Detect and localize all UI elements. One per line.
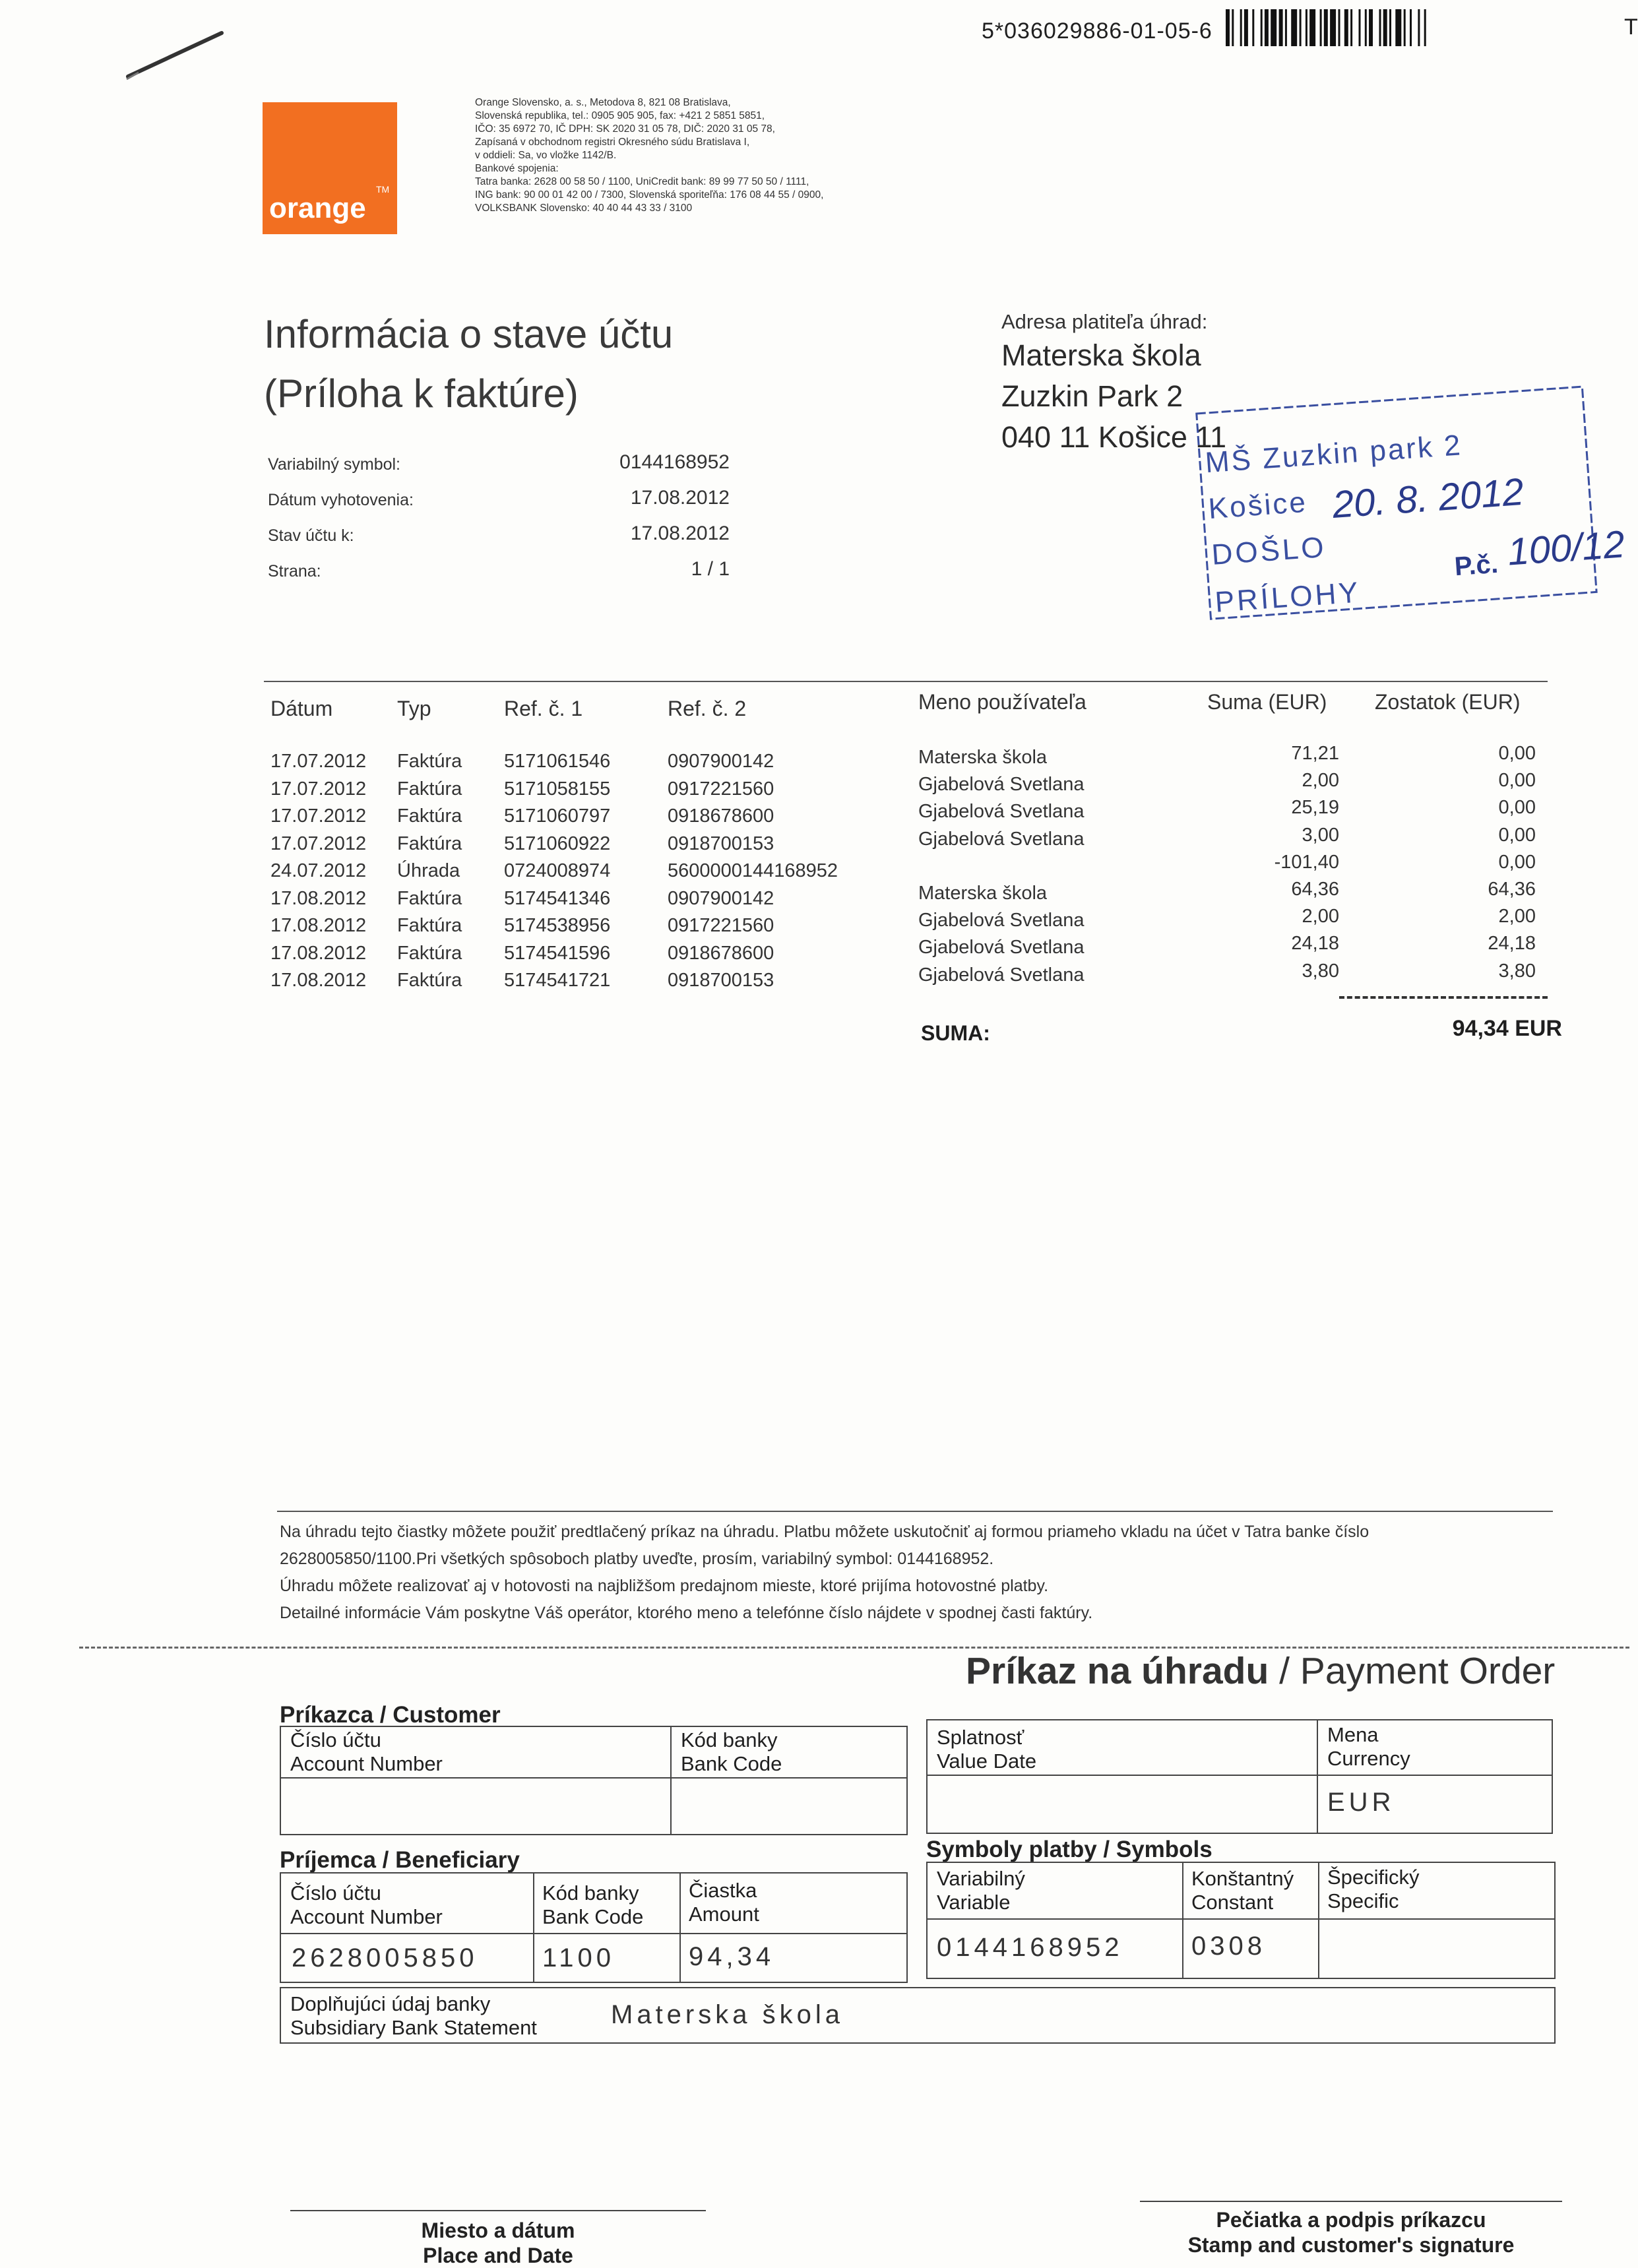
meta-value: 1 / 1 (691, 558, 730, 580)
table-cell: Materska škola (918, 747, 1048, 768)
title-line-1: Informácia o stave účtu (264, 312, 674, 356)
meta-label: Strana: (268, 562, 321, 581)
column-header: Dátum (270, 697, 333, 720)
barcode-bar (1320, 9, 1322, 46)
barcode-bar (1339, 9, 1340, 46)
column-header: Meno používateľa (918, 690, 1087, 714)
beneficiary-section-title: Príjemca / Beneficiary (280, 1847, 520, 1873)
table-cell: Faktúra (397, 942, 462, 964)
beneficiary-amount-label (689, 1879, 759, 1926)
note-line: Na úhradu tejto čiastky môžete použiť predtlačený príkaz na úhradu. Platbu môžete uskutočniť aj formou priameho vkladu na účet v Tatra banke číslo (280, 1523, 1370, 1541)
subsidiary-box (280, 1987, 1556, 2044)
beneficiary-account-label-en: Account Number (290, 1905, 443, 1928)
meta-row (268, 558, 730, 598)
table-cell: Úhrada (397, 860, 460, 881)
stamp-pc-label: P.č. (1453, 549, 1499, 582)
table-cell: 71,21 (1291, 743, 1339, 764)
symbols-box (926, 1862, 1556, 1979)
specific-symbol-label-sk: Špecifický (1327, 1866, 1420, 1889)
currency-label-sk: Mena (1327, 1723, 1379, 1746)
barcode-bar (1252, 9, 1254, 46)
beneficiary-vdivider-1 (533, 1874, 534, 1982)
barcode-bar (1369, 9, 1373, 46)
beneficiary-account-value: 2628005850 (292, 1943, 478, 1972)
specific-symbol-label-en: Specific (1327, 1889, 1399, 1912)
variable-symbol-label-en: Variable (937, 1891, 1011, 1914)
barcode-bar (1261, 9, 1263, 46)
table-cell: 17.08.2012 (270, 970, 367, 991)
logo-trademark: TM (376, 184, 390, 195)
value-date-box (926, 1719, 1553, 1834)
barcode-bar (1306, 9, 1307, 46)
company-line: Slovenská republika, tel.: 0905 905 905, fax: +421 2 5851 5851, (475, 110, 765, 121)
value-date-field[interactable] (938, 1779, 1314, 1830)
table-cell: 0918700153 (668, 833, 774, 854)
barcode-image (1226, 9, 1575, 46)
customer-account-label-sk: Číslo účtu (290, 1728, 381, 1751)
table-cell: 0917221560 (668, 778, 774, 800)
signature-label (1140, 2207, 1562, 2257)
column-header: Ref. č. 1 (504, 697, 583, 720)
beneficiary-amount-label-sk: Čiastka (689, 1879, 757, 1902)
barcode-bar (1418, 9, 1420, 46)
table-cell: 0907900142 (668, 887, 774, 909)
stamp-line-4: PRÍLOHY (1214, 576, 1362, 619)
company-line: IČO: 35 6972 70, IČ DPH: SK 2020 31 05 78, DIČ: 2020 31 05 78, (475, 123, 775, 135)
document-meta (268, 451, 730, 598)
document-title (264, 305, 673, 424)
barcode-bar (1240, 9, 1242, 46)
meta-row (268, 487, 730, 526)
table-cell: 17.07.2012 (270, 778, 367, 800)
meta-label: Dátum vyhotovenia: (268, 491, 414, 509)
address-line-2: Zuzkin Park 2 (1001, 379, 1183, 413)
value-date-vdivider (1317, 1720, 1318, 1833)
meta-value: 17.08.2012 (630, 522, 730, 544)
table-cell: Gjabelová Svetlana (918, 937, 1085, 959)
table-cell: 0918678600 (668, 942, 774, 964)
stamp-line-3: DOŠLO (1211, 530, 1328, 571)
barcode-bar (1226, 9, 1230, 46)
barcode-bar (1324, 9, 1328, 46)
stamp-line-1: MŠ Zuzkin park 2 (1204, 429, 1464, 480)
variable-symbol-value: 0144168952 (937, 1933, 1123, 1962)
barcode-bar (1395, 9, 1401, 46)
table-cell: 0918678600 (668, 805, 774, 827)
beneficiary-account-label (290, 1881, 443, 1929)
table-cell: -101,40 (1274, 851, 1339, 873)
barcode-bar (1330, 9, 1336, 46)
symbols-divider (928, 1918, 1554, 1920)
barcode-bar (1279, 9, 1283, 46)
table-cell: Faktúra (397, 751, 462, 772)
address-label: Adresa platiteľa úhrad: (1001, 310, 1208, 333)
customer-bank-label (681, 1728, 782, 1776)
barcode-bar (1285, 9, 1287, 46)
table-cell: 0,00 (1498, 797, 1536, 819)
table-cell: 0918700153 (668, 970, 774, 991)
table-cell: 17.07.2012 (270, 833, 367, 854)
table-cell: 24.07.2012 (270, 860, 367, 881)
barcode-bar (1350, 9, 1352, 46)
barcode-bar (1291, 9, 1297, 46)
table-cell: Faktúra (397, 915, 462, 936)
table-cell: Faktúra (397, 805, 462, 827)
constant-symbol-label-en: Constant (1191, 1891, 1274, 1914)
value-date-label (937, 1726, 1036, 1773)
barcode-bar (1389, 9, 1391, 46)
place-date-label-en: Place and Date (423, 2244, 573, 2267)
beneficiary-amount-label-en: Amount (689, 1903, 759, 1926)
barcode-bar (1379, 9, 1381, 46)
place-date-label-sk: Miesto a dátum (421, 2219, 575, 2242)
table-cell: 5174541346 (504, 887, 611, 909)
barcode-bar (1309, 9, 1315, 46)
customer-bank-code-field[interactable] (674, 1781, 905, 1831)
table-cell: Faktúra (397, 887, 462, 909)
table-cell: Gjabelová Svetlana (918, 828, 1085, 850)
table-cell: 24,18 (1488, 933, 1536, 955)
table-cell: 17.08.2012 (270, 887, 367, 909)
barcode-bar (1359, 9, 1361, 46)
table-cell: 0,00 (1498, 743, 1536, 764)
meta-label: Variabilný symbol: (268, 455, 401, 474)
table-cell: 5171058155 (504, 778, 611, 800)
customer-section-title: Príkazca / Customer (280, 1702, 501, 1728)
table-cell: Faktúra (397, 833, 462, 854)
received-stamp (1194, 388, 1626, 619)
table-cell: Faktúra (397, 970, 462, 991)
column-header: Suma (EUR) (1207, 690, 1327, 714)
table-cell: Gjabelová Svetlana (918, 910, 1085, 931)
table-cell: 0,00 (1498, 851, 1536, 873)
subsidiary-label-sk: Doplňujúci údaj banky (290, 1992, 491, 2015)
customer-box-divider (281, 1777, 906, 1779)
beneficiary-bank-code-value: 1100 (542, 1943, 615, 1972)
place-date-line (290, 2210, 706, 2211)
barcode-bar (1265, 9, 1269, 46)
table-cell: 2,00 (1302, 906, 1339, 928)
barcode-bar (1383, 9, 1387, 46)
table-cell: 3,80 (1498, 960, 1536, 982)
table-cell: 0917221560 (668, 915, 774, 936)
company-line: Orange Slovensko, a. s., Metodova 8, 821 08 Bratislava, (475, 97, 731, 108)
beneficiary-vdivider-2 (679, 1874, 681, 1982)
column-header: Typ (397, 697, 431, 720)
beneficiary-bank-label-sk: Kód banky (542, 1881, 639, 1905)
currency-label (1327, 1723, 1410, 1771)
customer-bank-label-sk: Kód banky (681, 1728, 778, 1751)
table-cell: 3,80 (1302, 960, 1339, 982)
table-cell: 2,00 (1302, 770, 1339, 792)
table-cell: 0,00 (1498, 770, 1536, 792)
table-cell: 64,36 (1291, 879, 1339, 900)
sum-dash-rule (1339, 996, 1548, 999)
variable-symbol-label-sk: Variabilný (937, 1867, 1025, 1890)
company-line: v oddieli: Sa, vo vložke 1142/B. (475, 150, 617, 161)
specific-symbol-label (1327, 1866, 1420, 1913)
barcode-bar (1300, 9, 1302, 46)
table-cell: 17.08.2012 (270, 915, 367, 936)
edge-character: T (1624, 15, 1638, 40)
column-header: Ref. č. 2 (668, 697, 747, 720)
table-cell: 5171060922 (504, 833, 611, 854)
cut-line (79, 1647, 1629, 1649)
note-line: Úhradu môžete realizovať aj v hotovosti na najbližšom predajnom mieste, ktoré prijíma hotovostné platby. (280, 1577, 1049, 1595)
barcode-bar (1271, 9, 1276, 46)
table-cell: 5174541596 (504, 942, 611, 964)
meta-value: 0144168952 (619, 451, 730, 473)
meta-row (268, 522, 730, 562)
note-line: 2628005850/1100.Pri všetkých spôsoboch platby uveďte, prosím, variabilný symbol: 0144168952. (280, 1550, 994, 1568)
specific-symbol-field[interactable] (1322, 1922, 1553, 1975)
meta-value: 17.08.2012 (630, 487, 730, 509)
signature-line (1140, 2201, 1562, 2202)
company-info (475, 96, 823, 215)
barcode-bar (1244, 9, 1248, 46)
barcode-bar (1424, 9, 1426, 46)
customer-bank-label-en: Bank Code (681, 1752, 782, 1775)
table-cell: 0907900142 (668, 751, 774, 772)
barcode-bar (1232, 9, 1234, 46)
value-date-label-sk: Splatnosť (937, 1726, 1024, 1749)
symbols-vdivider-1 (1182, 1863, 1183, 1978)
table-top-rule (264, 681, 1548, 682)
currency-label-en: Currency (1327, 1747, 1410, 1770)
sum-label: SUMA: (921, 1021, 990, 1045)
meta-label: Stav účtu k: (268, 526, 354, 545)
table-cell: 0,00 (1498, 824, 1536, 846)
subsidiary-label (290, 1992, 537, 2040)
barcode-bar (1404, 9, 1406, 46)
place-date-label (290, 2218, 706, 2268)
constant-symbol-label-sk: Konštantný (1191, 1867, 1294, 1890)
barcode-bar (1365, 9, 1367, 46)
beneficiary-divider (281, 1933, 906, 1934)
title-line-2: (Príloha k faktúre) (264, 371, 579, 416)
table-cell: 64,36 (1488, 879, 1536, 900)
symbols-section-title: Symboly platby / Symbols (926, 1837, 1213, 1862)
currency-value: EUR (1327, 1788, 1395, 1817)
barcode-bar (1344, 9, 1348, 46)
subsidiary-label-en: Subsidiary Bank Statement (290, 2016, 537, 2039)
company-line: Zapísaná v obchodnom registri Okresného súdu Bratislava I, (475, 137, 750, 148)
table-cell: Materska škola (918, 883, 1048, 904)
logo-text: orange (269, 192, 366, 224)
sum-value: 94,34 EUR (1452, 1016, 1562, 1041)
table-cell: 3,00 (1302, 824, 1339, 846)
value-date-divider (928, 1775, 1552, 1776)
table-cell: 5171061546 (504, 751, 611, 772)
signature-label-sk: Pečiatka a podpis príkazcu (1216, 2208, 1486, 2232)
barcode-bar (1410, 9, 1412, 46)
meta-row (268, 451, 730, 491)
stamp-pc-value: 100/12 (1506, 522, 1626, 574)
customer-box-vdivider (670, 1727, 672, 1834)
column-header: Zostatok (EUR) (1375, 690, 1521, 714)
symbols-vdivider-2 (1318, 1863, 1319, 1978)
beneficiary-bank-label-en: Bank Code (542, 1905, 644, 1928)
table-cell: 5174538956 (504, 915, 611, 936)
table-cell: 17.08.2012 (270, 942, 367, 964)
beneficiary-amount-value: 94,34 (689, 1942, 775, 1971)
table-cell: 5174541721 (504, 970, 611, 991)
company-line: VOLKSBANK Slovensko: 40 40 44 43 33 / 3100 (475, 203, 693, 214)
customer-account-field[interactable] (292, 1781, 668, 1831)
company-line: Bankové spojenia: (475, 163, 559, 174)
payment-order-title-rest: / Payment Order (1269, 1650, 1556, 1692)
company-line: Tatra banka: 2628 00 58 50 / 1100, UniCredit bank: 89 99 77 50 50 / 1111, (475, 176, 809, 187)
notes-rule (277, 1511, 1553, 1512)
beneficiary-box (280, 1872, 908, 1983)
orange-logo (263, 102, 397, 234)
stamp-line-2: Košice (1207, 486, 1309, 526)
table-cell: 24,18 (1291, 933, 1339, 955)
customer-box (280, 1726, 908, 1835)
table-cell: Gjabelová Svetlana (918, 774, 1085, 796)
address-line-1: Materska škola (1001, 338, 1201, 372)
customer-account-label-en: Account Number (290, 1752, 443, 1775)
payment-order-title (966, 1649, 1555, 1693)
company-line: ING bank: 90 00 01 42 00 / 7300, Slovenská sporiteľňa: 176 08 44 55 / 0900, (475, 189, 824, 201)
table-cell: 2,00 (1498, 906, 1536, 928)
customer-account-label (290, 1728, 443, 1776)
subsidiary-value: Materska škola (611, 2000, 844, 2029)
note-line: Detailné informácie Vám poskytne Váš operátor, ktorého meno a telefónne číslo nájdete v spodnej časti faktúry. (280, 1604, 1093, 1622)
variable-symbol-label (937, 1867, 1025, 1914)
value-date-label-en: Value Date (937, 1749, 1037, 1773)
payer-address (1001, 335, 1226, 458)
table-cell: Faktúra (397, 778, 462, 800)
signature-label-en: Stamp and customer's signature (1187, 2233, 1515, 2257)
beneficiary-account-label-sk: Číslo účtu (290, 1881, 381, 1905)
constant-symbol-value: 0308 (1191, 1932, 1266, 1961)
table-cell: 5600000144168952 (668, 860, 838, 881)
stamp-handwritten-date: 20. 8. 2012 (1331, 470, 1525, 526)
table-cell: 25,19 (1291, 797, 1339, 819)
table-cell: 17.07.2012 (270, 751, 367, 772)
address-line-3: 040 11 Košice 11 (1001, 420, 1227, 454)
pen-stroke-mark (125, 29, 224, 82)
table-cell: Gjabelová Svetlana (918, 801, 1085, 823)
beneficiary-bank-label (542, 1881, 643, 1929)
barcode-number: 5*036029886-01-05-6 (982, 18, 1213, 44)
table-cell: 0724008974 (504, 860, 611, 881)
table-cell: Gjabelová Svetlana (918, 964, 1085, 986)
constant-symbol-label (1191, 1867, 1294, 1914)
table-cell: 5171060797 (504, 805, 611, 827)
table-cell: 17.07.2012 (270, 805, 367, 827)
payment-order-title-bold: Príkaz na úhradu (966, 1650, 1269, 1692)
payment-notes (280, 1519, 1369, 1627)
